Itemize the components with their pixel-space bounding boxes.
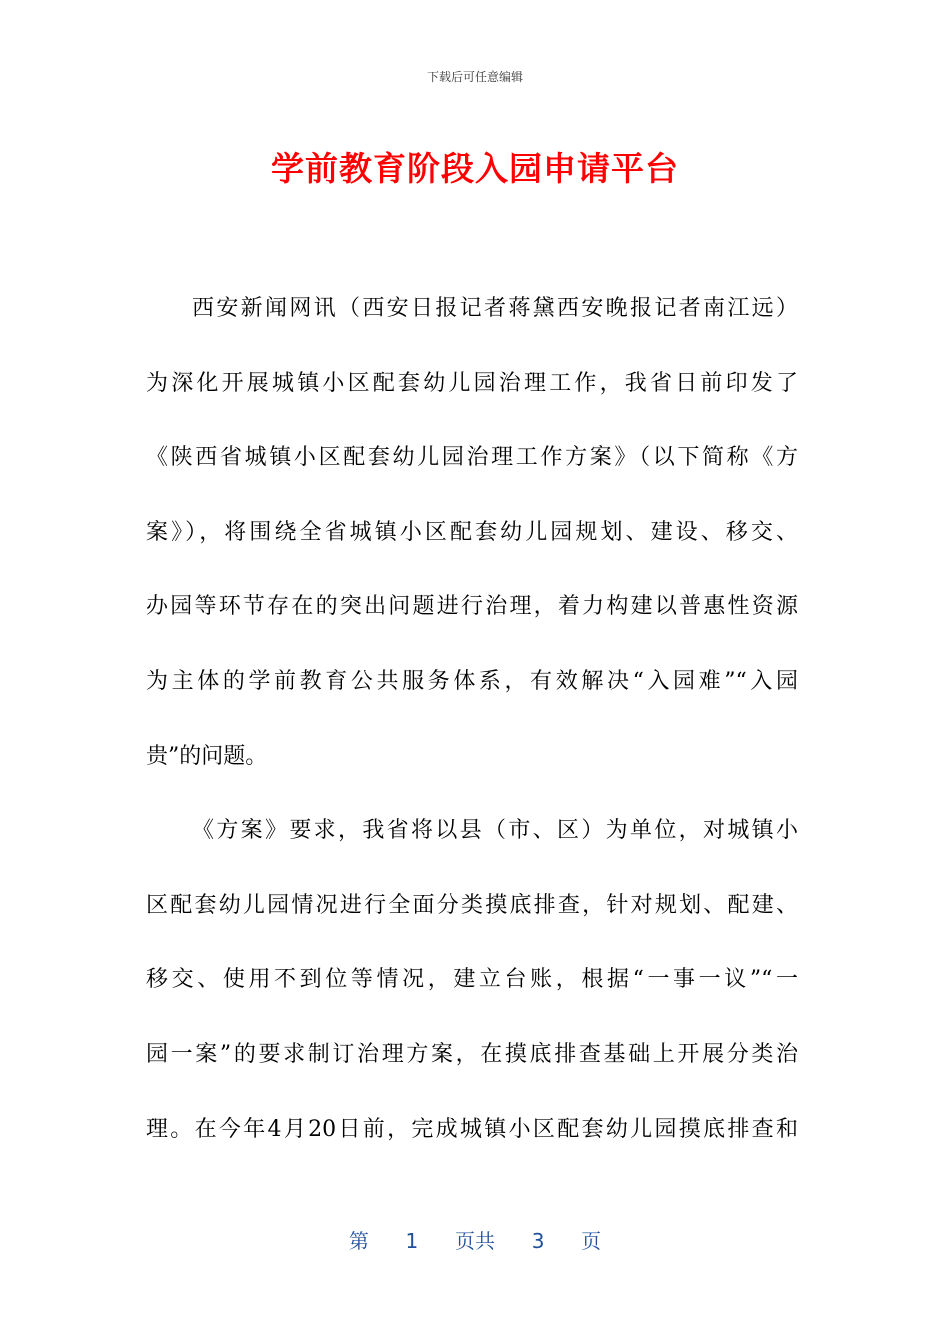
footer-middle: 页共 xyxy=(455,1229,495,1253)
paragraph-1-line-5: 办园等环节存在的突出问题进行治理，着力构建以普惠性资源 xyxy=(146,594,798,620)
footer-prefix: 第 xyxy=(348,1229,369,1253)
paragraph-2-line-3: 移交、使用不到位等情况，建立台账，根据“一事一议”“一 xyxy=(146,967,798,993)
paragraph-1-line-2: 为深化开展城镇小区配套幼儿园治理工作，我省日前印发了 xyxy=(146,370,798,396)
paragraph-1-line-3: 《陕西省城镇小区配套幼儿园治理工作方案》（以下简称《方 xyxy=(146,445,798,471)
paragraph-1-line-4: 案》），将围绕全省城镇小区配套幼儿园规划、建设、移交、 xyxy=(146,519,798,545)
document-title: 学前教育阶段入园申请平台 xyxy=(271,149,679,188)
paragraph-1-line-6: 为主体的学前教育公共服务体系，有效解决“入园难”“入园 xyxy=(146,668,798,694)
paragraph-2-line-2: 区配套幼儿园情况进行全面分类摸底排查，针对规划、配建、 xyxy=(146,892,798,918)
paragraph-2-line-4: 园一案”的要求制订治理方案，在摸底排查基础上开展分类治 xyxy=(146,1041,798,1067)
document-body xyxy=(146,272,798,1167)
footer-suffix: 页 xyxy=(581,1229,602,1253)
paragraph-2-line-5: 理。在今年4月20日前，完成城镇小区配套幼儿园摸底排查和 xyxy=(146,1116,798,1142)
page-footer xyxy=(0,1225,950,1254)
footer-total-pages: 3 xyxy=(531,1229,545,1253)
paragraph-1-line-7: 贵”的问题。 xyxy=(146,743,268,769)
paragraph-2-line-1: 《方案》要求，我省将以县（市、区）为单位，对城镇小 xyxy=(192,818,798,844)
header-note: 下载后可任意编辑 xyxy=(426,70,523,84)
footer-current-page: 1 xyxy=(405,1229,419,1253)
paragraph-1-line-1: 西安新闻网讯（西安日报记者蒋黛西安晚报记者南江远） xyxy=(192,296,798,321)
